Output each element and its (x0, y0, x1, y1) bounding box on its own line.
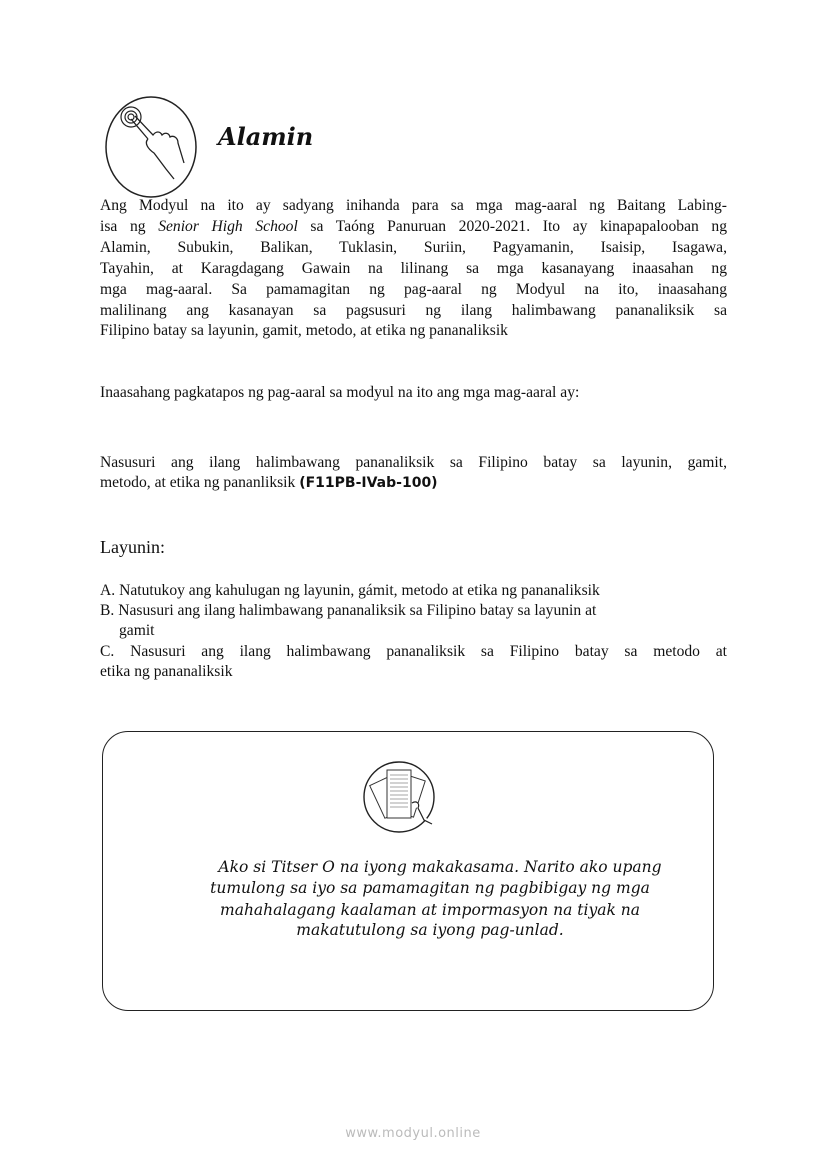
touch-hand-icon (104, 95, 200, 199)
intro-line: Ang Modyul na ito ay sadyang inihanda para sa mga mag-aaral ng Baitang Labing- (100, 197, 727, 214)
teacher-message-line: tumulong sa iyo sa pamamagitan ng pagbibigay ng mga (210, 879, 650, 897)
intro-line: Tayahin, at Karagdagang Gawain na lilinang sa mga kasanayang inaasahan ng (100, 260, 727, 277)
intro-line: mga mag-aaral. Sa pamamagitan ng pag-aaral ng Modyul na ito, inaasahang (100, 281, 727, 298)
intro-line: malilinang ang kasanayan sa pagsusuri ng ilang halimbawang pananaliksik sa (100, 302, 727, 319)
objective-c-cont: etika ng pananaliksik (100, 663, 233, 680)
objectives-heading: Layunin: (100, 537, 165, 557)
expectation-text: Inaasahang pagkatapos ng pag-aaral sa modyul na ito ang mga mag-aaral ay: (100, 384, 580, 401)
intro-line: isa ng Senior High School sa Taóng Panuruan 2020-2021. Ito ay kinapapalooban ng (100, 218, 728, 235)
objective-b: B. Nasusuri ang ilang halimbawang pananaliksik sa Filipino batay sa layunin at (100, 602, 597, 619)
teacher-message-line: Ako si Titser O na iyong makakasama. Narito ako upang (218, 858, 662, 876)
teacher-message-line: makatutulong sa iyong pag-unlad. (296, 921, 564, 939)
papers-in-hand-icon (362, 760, 436, 834)
objective-a: A. Natutukoy ang kahulugan ng layunin, gámit, metodo at etika ng pananaliksik (100, 582, 600, 599)
competency-code: (F11PB-IVab-100) (299, 475, 438, 491)
objective-c: C. Nasusuri ang ilang halimbawang pananaliksik sa Filipino batay sa metodo at (100, 643, 727, 660)
footer-watermark: www.modyul.online (345, 1126, 481, 1141)
competency-line: Nasusuri ang ilang halimbawang pananaliksik sa Filipino batay sa layunin, gamit, (100, 454, 727, 471)
intro-line: Filipino batay sa layunin, gamit, metodo, at etika ng pananaliksik (100, 322, 508, 339)
intro-line: Alamin, Subukin, Balikan, Tuklasin, Suriin, Pagyamanin, Isaisip, Isagawa, (100, 239, 727, 256)
teacher-message-line: mahahalagang kaalaman at impormasyon na tiyak na (220, 901, 640, 919)
objective-b-cont: gamit (119, 622, 155, 639)
section-title: Alamin (218, 122, 314, 151)
competency-line: metodo, at etika ng pananliksik (F11PB-IVab-100) (100, 474, 438, 491)
